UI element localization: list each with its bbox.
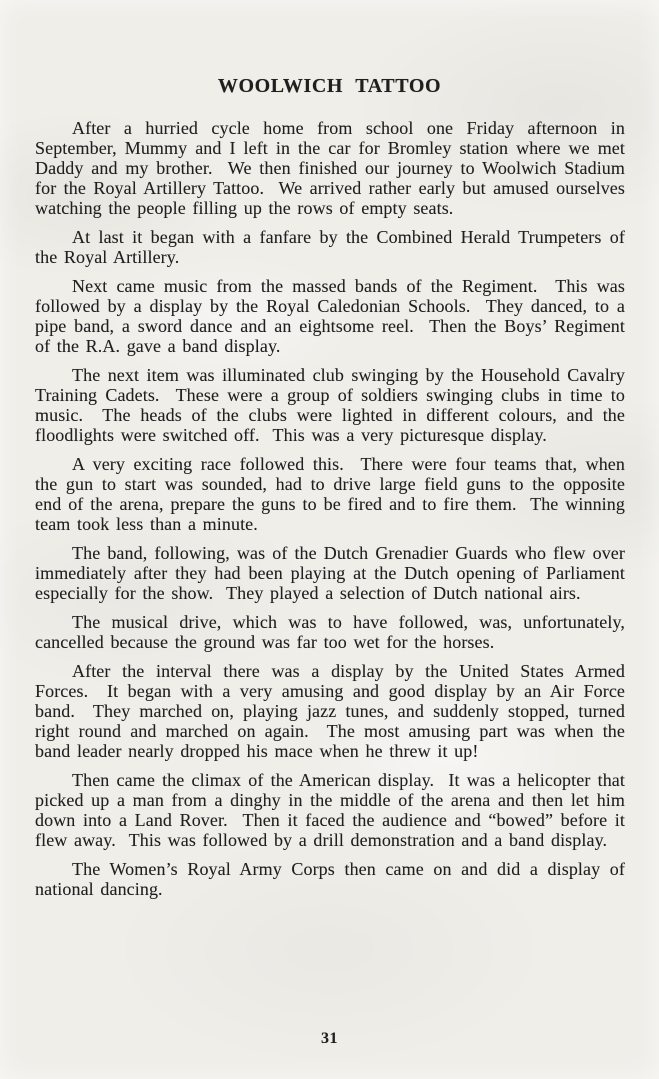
paragraph: Then came the climax of the American display. It was a helicopter that picked up a man from a dinghy in the middle of the arena and then let him down into a Land Rover. Then it faced the audience and “bowed” before it flew away. This was followed by a drill demonstration and a band display.: [35, 770, 625, 850]
paragraph: The band, following, was of the Dutch Grenadier Guards who flew over immediately after they had been playing at the Dutch opening of Parliament especially for the show. They played a selection of Dutch national airs.: [35, 543, 625, 603]
paragraph: The musical drive, which was to have followed, was, unfortunately, cancelled because the ground was far too wet for the horses.: [35, 612, 625, 652]
page-title: WOOLWICH TATTOO: [217, 75, 442, 97]
page-number: 31: [321, 1030, 338, 1047]
paragraph: Next came music from the massed bands of the Regiment. This was followed by a display by the Royal Caledonian Schools. They danced, to a pipe band, a sword dance and an eightsome reel. Then the Boys’ Regiment of the R.A. gave a band display.: [35, 276, 625, 356]
paragraph: At last it began with a fanfare by the Combined Herald Trumpeters of the Royal Artillery.: [35, 227, 625, 267]
paragraph: After a hurried cycle home from school one Friday afternoon in September, Mummy and I left in the car for Bromley station where we met Daddy and my brother. We then finished our journey to Woolwich Stadium for the Royal Artillery Tattoo. We arrived rather early but amused ourselves watching the people filling up the rows of empty seats.: [35, 118, 625, 218]
body-text: [0, 96, 659, 899]
paragraph: After the interval there was a display by the United States Armed Forces. It began with a very amusing and good display by an Air Force band. They marched on, playing jazz tunes, and suddenly stopped, turned right round and marched on again. The most amusing part was when the band leader nearly dropped his mace when he threw it up!: [35, 661, 625, 761]
paragraph: The next item was illuminated club swinging by the Household Cavalry Training Cadets. These were a group of soldiers swinging clubs in time to music. The heads of the clubs were lighted in different colours, and the floodlights were switched off. This was a very picturesque display.: [35, 365, 625, 445]
paragraph: A very exciting race followed this. There were four teams that, when the gun to start was sounded, had to drive large field guns to the opposite end of the arena, prepare the guns to be fired and to fire them. The winning team took less than a minute.: [35, 454, 625, 534]
paragraph: The Women’s Royal Army Corps then came on and did a display of national dancing.: [35, 859, 625, 899]
